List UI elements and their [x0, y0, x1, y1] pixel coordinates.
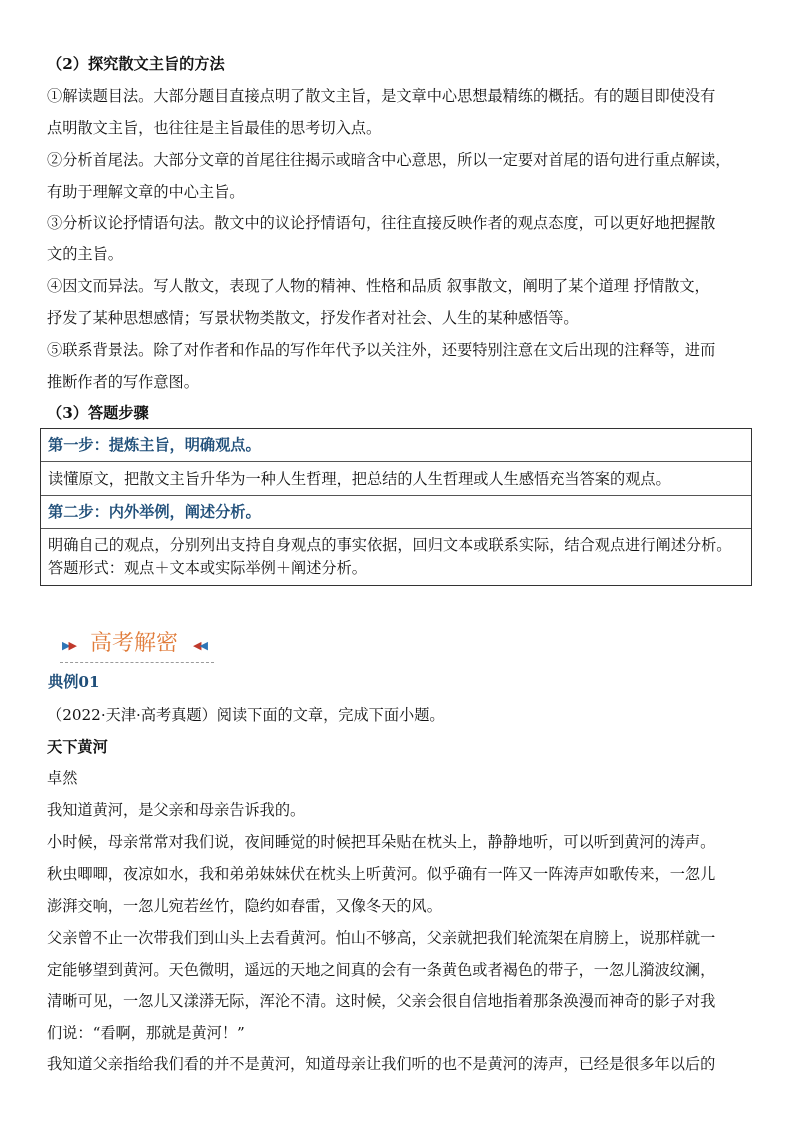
article-paragraph-line: 们说：“看啊，那就是黄河！” [47, 1024, 245, 1042]
dashed-divider [60, 662, 214, 663]
step2-line: 明确自己的观点，分别列出支持自身观点的事实依据，回归文本或联系实际，结合观点进行阐述分析。 [48, 536, 732, 554]
article-paragraph-line: 秋虫唧唧，夜凉如水，我和弟弟妹妹伏在枕头上听黄河。似乎确有一阵又一阵涛声如歌传来，一忽儿 [47, 865, 716, 883]
step1-text: 读懂原文，把散文主旨升华为一种人生哲理，把总结的人生哲理或人生感悟充当答案的观点。 [41, 462, 751, 496]
article-paragraph-line: 父亲曾不止一次带我们到山头上去看黄河。怕山不够高，父亲就把我们轮流架在肩膀上，说那样就一 [47, 929, 716, 947]
methods-line: 文的主旨。 [47, 245, 123, 263]
article-paragraph-line: 澎湃交响，一忽儿宛若丝竹，隐约如春雷，又像冬天的风。 [47, 897, 442, 915]
methods-line: 抒发了某种思想感情；写景状物类散文，抒发作者对社会、人生的某种感悟等。 [47, 309, 579, 327]
methods-line: ①解读题目法。大部分题目直接点明了散文主旨，是文章中心思想最精练的概括。有的题目即使没有 [47, 87, 716, 105]
methods-line: ④因文而异法。写人散文，表现了人物的精神、性格和品质 叙事散文，阐明了某个道理 抒情散文， [47, 277, 710, 295]
answer-steps-table [40, 428, 752, 586]
article-paragraph-line: 我知道父亲指给我们看的并不是黄河，知道母亲让我们听的也不是黄河的涛声，已经是很多年以后的 [47, 1055, 716, 1073]
double-arrow-left-icon: ◀◀ [193, 639, 206, 652]
methods-line: 有助于理解文章的中心主旨。 [47, 183, 245, 201]
methods-line: ②分析首尾法。大部分文章的首尾往往揭示或暗含中心意思，所以一定要对首尾的语句进行重点解读， [47, 151, 731, 169]
methods-heading: （2）探究散文主旨的方法 [47, 55, 225, 73]
article-paragraph-line: 小时候，母亲常常对我们说，夜间睡觉的时候把耳朵贴在枕头上，静静地听，可以听到黄河的涛声。 [47, 833, 716, 851]
article-paragraph-line: 清晰可见，一忽儿又漾漭无际，浑沦不清。这时候，父亲会很自信地指着那条涣漫而神奇的影子对我 [47, 992, 716, 1010]
article-paragraph-line: 我知道黄河，是父亲和母亲告诉我的。 [47, 801, 306, 819]
section-title: 高考解密 [90, 631, 179, 656]
example-label: 典例01 [48, 673, 100, 691]
step2-line: 答题形式：观点＋文本或实际举例＋阐述分析。 [48, 559, 367, 577]
step2-text [41, 529, 751, 585]
article-paragraph-line: 定能够望到黄河。天色微明，遥远的天地之间真的会有一条黄色或者褐色的带子，一忽儿漪波纹澜， [47, 961, 716, 979]
step1-title: 第一步：提炼主旨，明确观点。 [41, 429, 751, 462]
methods-line: 点明散文主旨，也往往是主旨最佳的思考切入点。 [47, 119, 382, 137]
step2-title: 第二步：内外举例，阐述分析。 [41, 496, 751, 529]
example-source: （2022·天津·高考真题）阅读下面的文章，完成下面小题。 [47, 706, 445, 724]
methods-line: 推断作者的写作意图。 [47, 373, 199, 391]
article-author: 卓然 [47, 769, 78, 787]
article-title: 天下黄河 [47, 738, 108, 756]
double-arrow-right-icon: ▶▶ [62, 639, 75, 652]
methods-line: ⑤联系背景法。除了对作者和作品的写作年代予以关注外，还要特别注意在文后出现的注释等，进而 [47, 341, 716, 359]
methods-line: ③分析议论抒情语句法。散文中的议论抒情语句，往往直接反映作者的观点态度，可以更好地把握散 [47, 214, 716, 232]
steps-heading: （3）答题步骤 [47, 404, 149, 422]
